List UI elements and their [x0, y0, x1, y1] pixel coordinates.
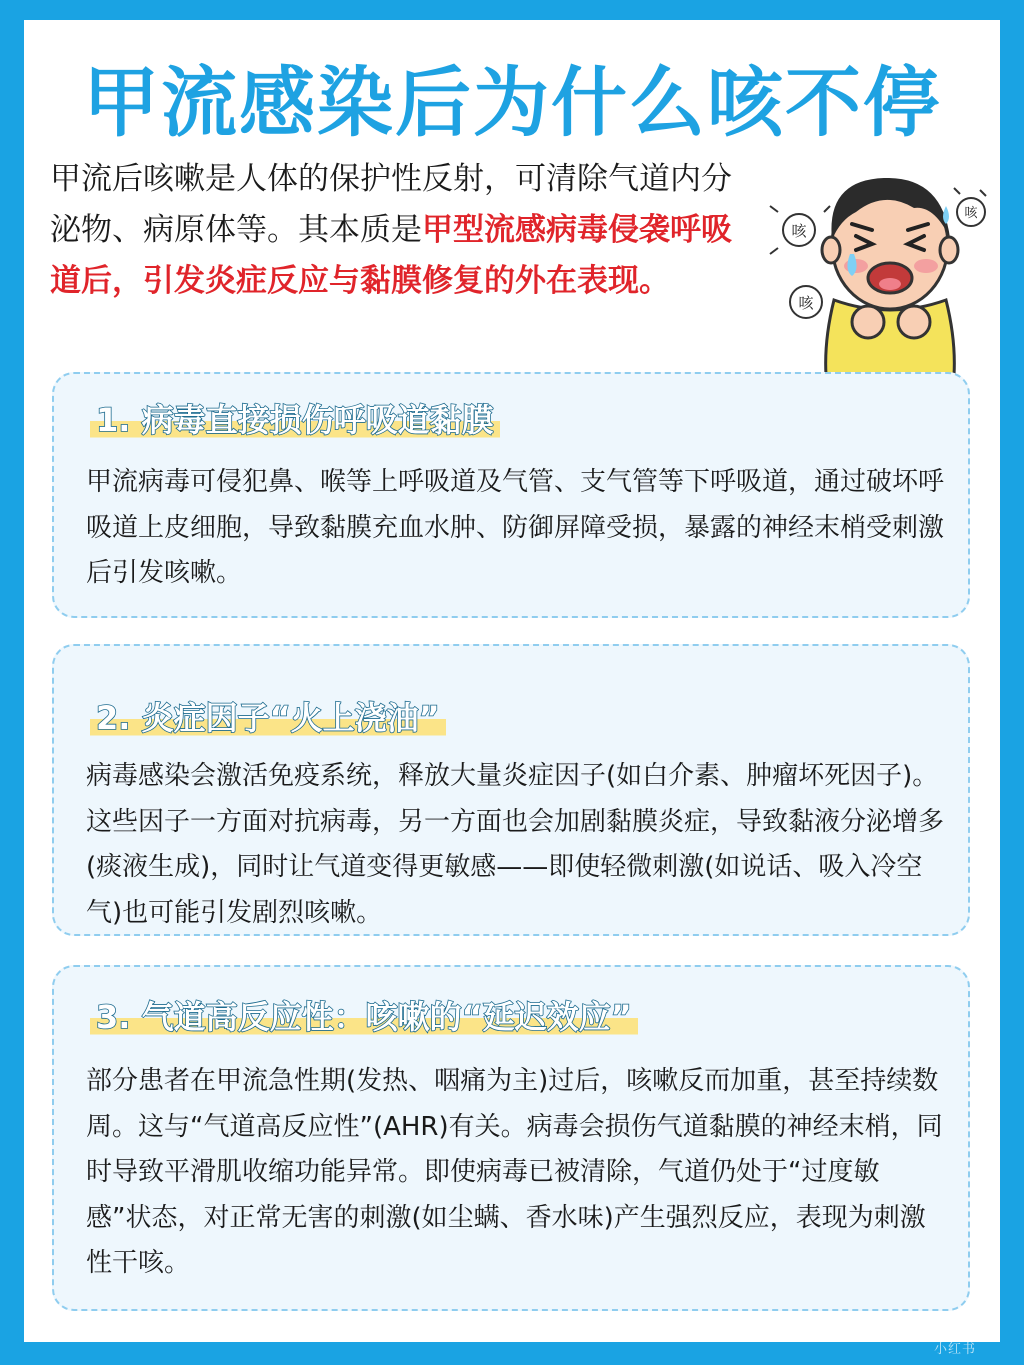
section-card-1: [52, 372, 970, 618]
cough-label: 咳: [798, 294, 814, 312]
page-title: 甲流感染后为什么咳不停: [83, 58, 941, 147]
watermark: 小红书: [933, 1342, 976, 1357]
section-heading: 1. 病毒直接损伤呼吸道黏膜: [90, 400, 500, 440]
coughing-boy-illustration: [764, 150, 989, 375]
shirt-icon: [826, 300, 955, 375]
intro-paragraph: [50, 154, 740, 307]
section-body: 病毒感染会激活免疫系统，释放大量炎症因子(如白介素、肿瘤坏死因子)。这些因子一方面对抗病毒，另一方面也会加剧黏膜炎症，导致黏液分泌增多(痰液生成)，同时让气道变得更敏感——即使轻微刺激(如说话、吸入冷空气)也可能引发剧烈咳嗽。: [86, 761, 945, 928]
section-heading: 3. 气道高反应性：咳嗽的“延迟效应”: [90, 997, 638, 1037]
cough-label: 咳: [964, 206, 978, 221]
intro-highlight: 甲型流感病毒侵袭呼吸道后，引发炎症反应与黏膜修复的外在表现。: [50, 212, 732, 299]
section-card-2: [52, 644, 970, 936]
section-body: 甲流病毒可侵犯鼻、喉等上呼吸道及气管、支气管等下呼吸道，通过破坏呼吸道上皮细胞，导致黏膜充血水肿、防御屏障受损，暴露的神经末梢受刺激后引发咳嗽。: [86, 467, 945, 588]
page: [24, 20, 1000, 1342]
cough-label: 咳: [791, 222, 807, 240]
section-card-3: [52, 965, 970, 1311]
section-heading: 2. 炎症因子“火上浇油”: [90, 698, 446, 738]
hand-icon: [852, 306, 884, 338]
intro-text: 甲流后咳嗽是人体的保护性反射，可清除气道内分泌物、病原体等。其本质是: [50, 161, 732, 248]
section-body: 部分患者在甲流急性期(发热、咽痛为主)过后，咳嗽反而加重，甚至持续数周。这与“气道高反应性”(AHR)有关。病毒会损伤气道黏膜的神经末梢，同时导致平滑肌收缩功能异常。即使病毒已被清除，气道仍处于“过度敏感”状态，对正常无害的刺激(如尘螨、香水味)产生强烈反应，表现为刺激性干咳。: [86, 1066, 943, 1278]
